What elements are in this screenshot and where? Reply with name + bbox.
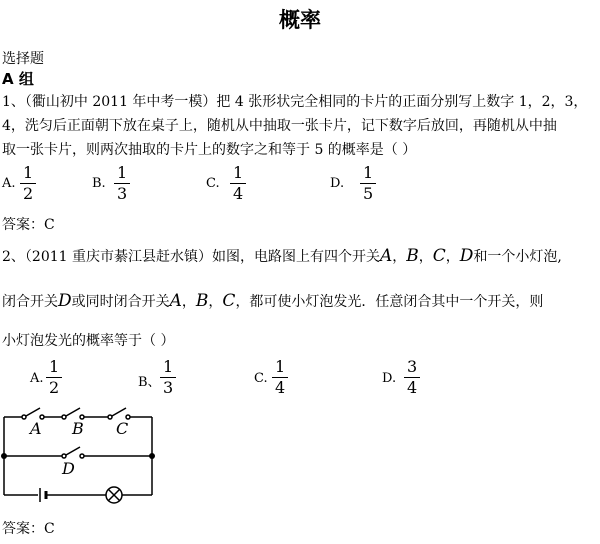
q1-option-b-label: B. (92, 176, 106, 191)
numerator: 1 (114, 163, 130, 184)
switch-d-node-left (62, 454, 66, 458)
q1-option-b-fraction (114, 163, 130, 204)
denominator: 3 (163, 378, 174, 397)
page-title: 概率 (279, 7, 321, 32)
numerator: 1 (230, 163, 246, 184)
q2-line-1 (2, 246, 562, 266)
junction-right (149, 453, 155, 459)
label-d: D (62, 459, 75, 478)
q2-line-2-text-b: 或同时闭合开关 (71, 294, 170, 310)
circuit-diagram (0, 400, 170, 510)
q2-line-3: 小灯泡发光的概率等于（ ） (2, 333, 175, 349)
group-heading: A 组 (2, 70, 34, 88)
switch-b-node-left (62, 415, 66, 419)
switch-d-blade (66, 447, 80, 455)
q2-option-a-fraction (46, 357, 62, 398)
switch-d-ref: D (58, 291, 72, 311)
denominator: 2 (23, 184, 34, 203)
q1-line-2: 4，洗匀后正面朝下放在桌子上，随机从中抽取一张卡片，记下数字后放回，再随机从中抽 (2, 118, 557, 134)
q1-line-3: 取一张卡片，则两次抽取的卡片上的数字之和等于 5 的概率是（ ） (2, 142, 417, 158)
switch-d-ref: D (459, 246, 474, 266)
label-b: B (72, 419, 84, 438)
q1-option-c-fraction (230, 163, 246, 204)
denominator: 3 (117, 184, 128, 203)
comma: ， (181, 294, 196, 310)
q1-line-1: 1、（衢山初中 2011 年中考一模）把 4 张形状完全相同的卡片的正面分别写上数字 1，2，3， (2, 94, 588, 110)
q2-line-2-text-c: ，都可使小灯泡发光．任意闭合其中一个开关，则 (235, 294, 544, 310)
q2-line-2-text-a: 闭合开关 (2, 294, 58, 310)
comma: ， (392, 249, 407, 265)
denominator: 2 (49, 378, 60, 397)
q2-line-1-text-a: 2、（2011 重庆市綦江县赶水镇）如图，电路图上有四个开关 (2, 249, 380, 265)
numerator: 1 (360, 163, 376, 184)
switch-d-node-right (80, 454, 84, 458)
numerator: 1 (272, 357, 288, 378)
q1-option-a-label: A. (2, 176, 16, 191)
switch-a-ref: A (169, 291, 182, 311)
section-heading: 选择题 (2, 51, 44, 67)
q1-option-c-label: C. (206, 176, 220, 191)
junction-left (1, 453, 7, 459)
switch-a-blade (26, 408, 40, 416)
numerator: 1 (20, 163, 36, 184)
q1-option-a-fraction (20, 163, 36, 204)
q1-answer: 答案：C (2, 217, 55, 233)
denominator: 4 (407, 378, 418, 397)
q2-option-c-label: C. (254, 371, 268, 386)
q2-option-d-label: D. (382, 371, 397, 386)
numerator: 1 (46, 357, 62, 378)
switch-c-blade (112, 408, 126, 416)
q2-option-c-fraction (272, 357, 288, 398)
denominator: 4 (233, 184, 244, 203)
comma: ， (445, 249, 460, 265)
switch-c-ref: C (222, 291, 236, 311)
q2-line-2 (2, 291, 543, 311)
denominator: 4 (275, 378, 286, 397)
switch-a-ref: A (380, 246, 393, 266)
denominator: 5 (363, 184, 374, 203)
switch-a-node-left (22, 415, 26, 419)
switch-c-node-left (108, 415, 112, 419)
q1-option-d-label: D. (330, 176, 345, 191)
switch-b-ref: B (195, 291, 209, 311)
q2-option-b-label: B、 (138, 375, 161, 390)
q2-option-b-fraction (160, 357, 176, 398)
switch-b-ref: B (406, 246, 419, 266)
q1-option-d-fraction (360, 163, 376, 204)
q2-answer: 答案：C (2, 521, 55, 537)
q2-option-a-label: A. (30, 371, 44, 386)
label-c: C (116, 419, 129, 438)
q2-option-d-fraction (404, 357, 420, 398)
q2-line-1-text-b: 和一个小灯泡, (473, 249, 562, 265)
switch-b-blade (66, 408, 80, 416)
numerator: 1 (160, 357, 176, 378)
numerator: 3 (404, 357, 420, 378)
comma: ， (418, 249, 433, 265)
switch-c-ref: C (432, 246, 446, 266)
comma: ， (208, 294, 223, 310)
label-a: A (30, 419, 42, 438)
